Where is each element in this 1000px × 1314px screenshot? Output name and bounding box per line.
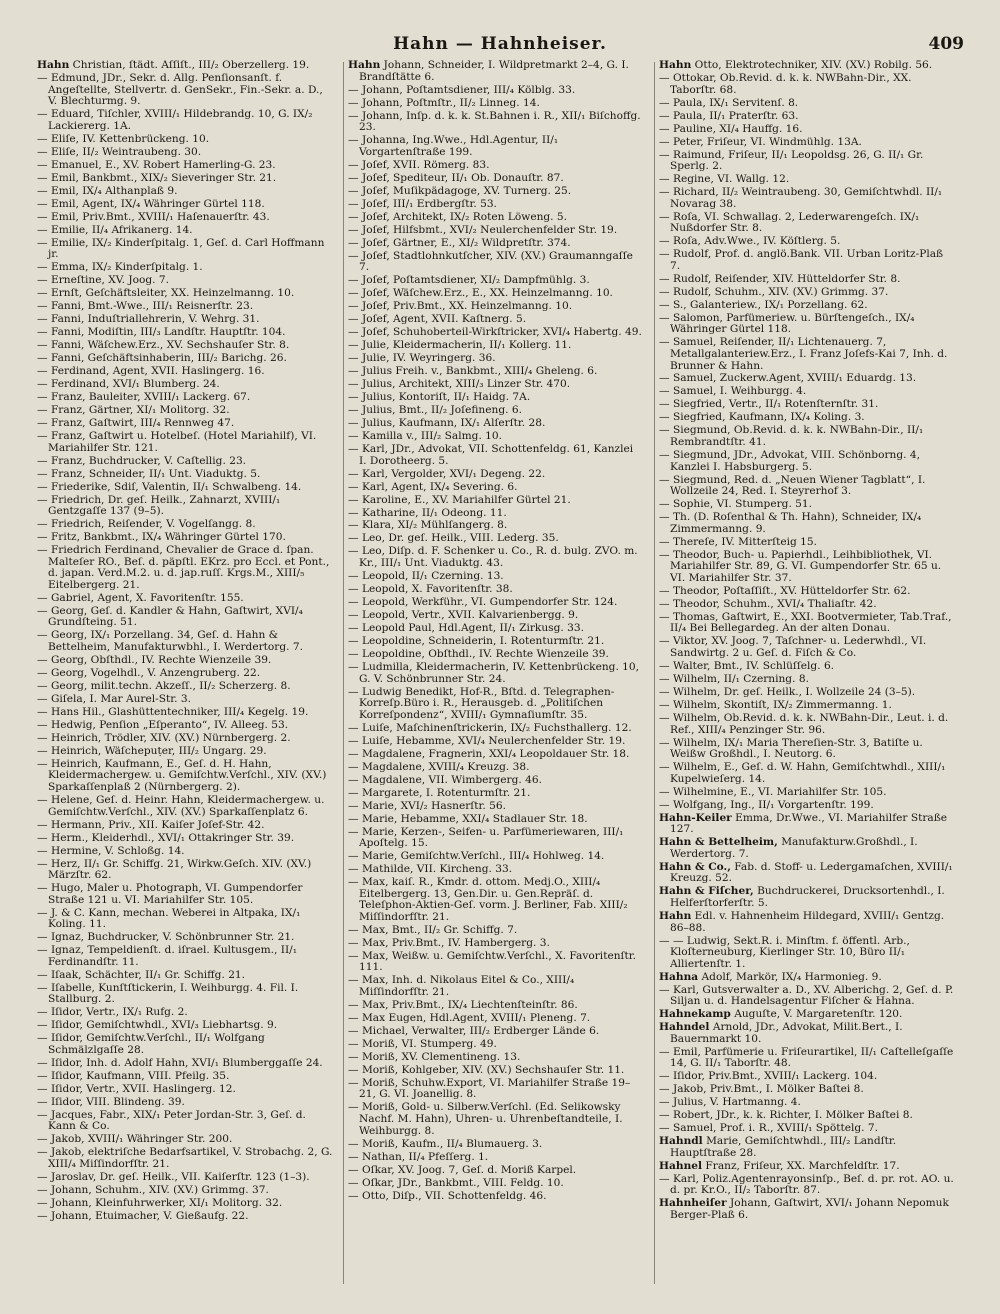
column-divider bbox=[343, 62, 344, 1284]
directory-entry: — Max, Inh. d. Nikolaus Eitel & Co., XIII/₄ Miſſindorfſtr. 21. bbox=[348, 974, 575, 998]
directory-entry: — Jaroslav, Dr. geſ. Heilk., VII. Kaiſerſtr. 123 (1–3). bbox=[37, 1171, 310, 1184]
directory-entry: — Luiſe, Maſchinenſtrickerin, IX/₂ Fuchsthallerg. 12. bbox=[348, 721, 632, 734]
directory-entry: — Leopold, Vertr., XVII. Kalvarienbergg. 9. bbox=[348, 608, 579, 621]
directory-entry: — Karl, Gutsverwalter a. D., XV. Alberichg. 2, Geſ. d. P. Siljan u. d. Handelsagentur Fiſcher & Hahna. bbox=[659, 983, 954, 1008]
directory-entry: — Jakob, elektriſche Bedarfsartikel, V. Strobachg. 2, G. XIII/₄ Miſſindorfſtr. 21. bbox=[37, 1146, 333, 1171]
directory-entry: — Joſef, Priv.Bmt., XX. Heinzelmanng. 10. bbox=[348, 300, 573, 313]
directory-entry: — Jakob, XVIII/₁ Währinger Str. 200. bbox=[37, 1133, 233, 1146]
directory-entry: — Herm., Kleiderhdl., XVI/₁ Ottakringer Str. 39. bbox=[37, 831, 295, 844]
directory-entry: — Siegfried, Vertr., II/₁ Rotenſternſtr. 31. bbox=[659, 398, 879, 411]
directory-entry: — Raimund, Friſeur, II/₁ Leopoldsg. 26, G. II/₁ Gr. Sperlg. 2. bbox=[659, 148, 924, 173]
directory-entry: — Wilhelm, Dr. geſ. Heilk., I. Wollzeile 24 (3–5). bbox=[659, 685, 916, 698]
directory-entry: — Hans Hil., Glashüttentechniker, III/₄ Kegelg. 19. bbox=[37, 705, 309, 718]
page-number: 409 bbox=[928, 34, 964, 54]
directory-entry: — Paula, IX/₁ Servitenſ. 8. bbox=[659, 96, 799, 109]
directory-entry: — Johann, Kleinfuhrwerker, XI/₁ Molitorg. 32. bbox=[37, 1197, 283, 1209]
directory-entry: — Max, Priv.Bmt., IV. Hambergerg. 3. bbox=[348, 936, 550, 949]
directory-entry: — — Ludwig, Sekt.R. i. Minſtm. f. öffentl. Arb., Kloſterneuburg, Kierlinger Str. 10, Büro II/₁ Alliertenſtr. 1. bbox=[659, 934, 910, 970]
directory-entry: — Johann, Etuimacher, V. Gießaufg. 22. bbox=[37, 1209, 249, 1222]
directory-entry: — Iſidor, Priv.Bmt., XVIII/₁ Lackerg. 104. bbox=[659, 1070, 878, 1083]
directory-entry: — Siegfried, Kaufmann, IX/₄ Koling. 3. bbox=[659, 411, 865, 424]
directory-entry: Hahn & Co., Fab. d. Stoff- u. Ledergamaſchen, XVIII/₁ Kreuzg. 52. bbox=[659, 860, 953, 885]
directory-entry: — Iſidor, Kaufmann, VIII. Pfeilg. 35. bbox=[37, 1069, 230, 1082]
directory-entry: — Rudolf, Prof. d. anglö.Bank. VII. Urban Loritz-Plaß 7. bbox=[659, 248, 944, 272]
directory-entry: Hahn Christian, ſtädt. Aſſiſt., III/₂ Oberzellerg. 19. bbox=[37, 59, 310, 71]
directory-entry: — Th. (D. Roſenthal & Th. Hahn), Schneider, IX/₄ Zimmermanng. 9. bbox=[659, 511, 922, 535]
directory-entry: — Johann, Poſtmſtr., II/₂ Linneg. 14. bbox=[348, 96, 540, 109]
directory-entry: Hahn & Fiſcher, Buchdruckerei, Drucksortenhdl., I. Helferſtorferſtr. 5. bbox=[659, 885, 945, 909]
directory-entry: — Moriß, Gold- u. Silberw.Verſchl. (Ed. Selikowsky Nachf. M. Hahn), Uhren- u. Uhrenbeſtandteile, I. Weihburgg. 8. bbox=[348, 1101, 623, 1137]
directory-entry: — Gabriel, Agent, X. Favoritenſtr. 155. bbox=[37, 591, 244, 604]
directory-entry: Hahn-Keiler Emma, Dr.Wwe., VI. Mariahilfer Straße 127. bbox=[659, 811, 948, 836]
directory-entry: — Franz, Gaſtwirt u. Hotelbeſ. (Hotel Mariahilf), VI. Mariahilfer Str. 121. bbox=[37, 429, 317, 454]
directory-entry: — Emilie, IX/₂ Kinderſpitalg. 1, Geſ. d. Carl Hoffmann jr. bbox=[37, 236, 325, 261]
directory-entry: — Joſef, III/₁ Erdbergſtr. 53. bbox=[348, 197, 497, 210]
directory-entry: — Ernſt, Geſchäftsleiter, XX. Heinzelmanng. 10. bbox=[37, 287, 295, 300]
directory-entry: — Ludwig Benedikt, Hof-R., Bſtd. d. Telegraphen-Korreſp.Büro i. R., Herausgeb. d. „Politiſchen Korreſpondenz“, XVIII/₁ Gymnaſiumſtr. 35. bbox=[348, 685, 615, 721]
directory-entry: — Georg, IX/₁ Porzellang. 34, Geſ. d. Hahn & Bettelheim, Manufakturwbhl., I. Werdertorg. 7. bbox=[37, 629, 303, 653]
directory-entry: — Moriß, Kaufm., II/₄ Blumauerg. 3. bbox=[348, 1137, 543, 1150]
directory-entry: — Heinrich, Wäſchepuṭer, III/₂ Ungarg. 29. bbox=[37, 744, 267, 757]
directory-entry: Hahn Otto, Elektrotechniker, XIV. (XV.) Robilg. 56. bbox=[659, 59, 933, 71]
directory-entry: — Ludmilla, Kleidermacherin, IV. Kettenbrückeng. 10, G. V. Schönbrunner Str. 24. bbox=[348, 660, 640, 685]
directory-entry: — Jakob, Priv.Bmt., I. Mölker Baſtei 8. bbox=[659, 1083, 864, 1096]
directory-entry: — Fritz, Bankbmt., IX/₄ Währinger Gürtel 170. bbox=[37, 531, 286, 544]
directory-entry: — Samuel, I. Weihburgg. 4. bbox=[659, 385, 807, 398]
directory-entry: — Regine, VI. Wallg. 12. bbox=[659, 173, 790, 186]
directory-entry: — Julius, V. Hartmanng. 4. bbox=[659, 1096, 801, 1109]
column-divider bbox=[654, 62, 655, 1284]
directory-entry: — Moriß, Kohlgeber, XIV. (XV.) Sechshauſer Str. 11. bbox=[348, 1063, 625, 1076]
directory-entry: — Emil, Agent, IX/₄ Währinger Gürtel 118. bbox=[37, 197, 265, 210]
directory-entry: — Emil, IX/₄ Althanplaß 9. bbox=[37, 184, 178, 197]
directory-entry: Hahnel Franz, Friſeur, XX. Marchfeldſtr. 17. bbox=[659, 1159, 900, 1172]
directory-entry: — J. & C. Kann, mechan. Weberei in Altpaka, IX/₁ Koling. 11. bbox=[37, 906, 301, 931]
directory-entry: Hahn Johann, Schneider, I. Wildpretmarkt 2–4, G. I. Brandſtätte 6. bbox=[348, 59, 629, 83]
directory-entry: — Magdalene, Fragnerin, XXI/₄ Leopoldauer Str. 18. bbox=[348, 747, 630, 760]
directory-entry: — Eliſe, IV. Kettenbrückeng. 10. bbox=[37, 132, 210, 145]
directory-entry: — Iſidor, Inh. d. Adolf Hahn, XVI/₁ Blumberggaſſe 24. bbox=[37, 1056, 323, 1069]
directory-entry: — Joſef, XVII. Römerg. 83. bbox=[348, 158, 490, 171]
directory-entry: — Leo, Dr. geſ. Heilk., VIII. Lederg. 35. bbox=[348, 532, 559, 545]
directory-entry: — Ignaz, Tempeldienſt. d. iſrael. Kultusgem., II/₁ Ferdinandſtr. 11. bbox=[37, 944, 297, 968]
directory-entry: — Wilhelmine, E., VI. Mariahilfer Str. 105. bbox=[659, 785, 887, 798]
directory-entry: — Max, kaiſ. R., Kmdr. d. ottom. Medj.O., XIII/₄ Eitelbergerg. 13, Gen.Dir. u. Gen.Repräſ. d. Teleſphon-Aktien-Geſ. vorm. J. Berliner, Fab. XIII/₂ Miſſindorfſtr. 21. bbox=[348, 876, 628, 923]
directory-entry: — Helene, Geſ. d. Heinr. Hahn, Kleidermachergew. u. Gemiſchtw.Verſchl., XIV. (XV.) Sparkaſſenplatz 6. bbox=[37, 794, 325, 818]
directory-entry: — Salomon, Parfümeriew. u. Bürſtengeſch., IX/₄ Währinger Gürtel 118. bbox=[659, 311, 915, 336]
directory-entry: — Georg, Geſ. d. Kandler & Hahn, Gaſtwirt, XVI/₄ Grundſteing. 51. bbox=[37, 604, 303, 629]
directory-entry: — Leopoldine, Schneiderin, I. Rotenturmſtr. 21. bbox=[348, 634, 605, 647]
directory-entry: — Joſef, Spediteur, II/₁ Ob. Donauſtr. 87. bbox=[348, 171, 564, 184]
directory-entry: — Magdalene, XVIII/₄ Kreuzg. 38. bbox=[348, 760, 530, 773]
directory-entry: — Hedwig, Penſion „Eſperanto“, IV. Alleeg. 53. bbox=[37, 718, 289, 731]
directory-entry: — Max, Bmt., II/₂ Gr. Schiffg. 7. bbox=[348, 923, 518, 936]
directory-entry: — Luiſe, Hebamme, XVI/₄ Neulerchenfelder Str. 19. bbox=[348, 734, 626, 747]
directory-entry: — Moriß, XV. Clementineng. 13. bbox=[348, 1050, 521, 1063]
directory-entry: — Marie, Hebamme, XXI/₄ Stadlauer Str. 18. bbox=[348, 812, 588, 825]
directory-entry: — Siegmund, Red. d. „Neuen Wiener Tagblatt“, I. Wollzeile 24, Red. I. Steyrerhof 3. bbox=[659, 473, 926, 498]
column-middle bbox=[348, 60, 644, 1204]
directory-entry: — Thomas, Gaſtwirt, E., XXI. Bootvermieter, Tab.Traf., II/₄ Bei Bellegardeg. An der alten Donau. bbox=[659, 610, 952, 635]
directory-entry: — Samuel, Prof. i. R., XVIII/₁ Spöttelg. 7. bbox=[659, 1122, 878, 1135]
directory-entry: — Leopold, Werkführ., VI. Gumpendorfer Str. 124. bbox=[348, 596, 618, 608]
directory-entry: — Jacques, Fabr., XIX/₁ Peter Jordan-Str. 3, Geſ. d. Kann & Co. bbox=[37, 1108, 306, 1133]
directory-entry: — Marie, Kerzen-, Seifen- u. Parfümeriewaren, III/₁ Apoſtelg. 15. bbox=[348, 825, 624, 850]
directory-entry: — Iſidor, Vertr., XVII. Haslingerg. 12. bbox=[37, 1082, 236, 1095]
directory-entry: — Leopold, X. Favoritenſtr. 38. bbox=[348, 583, 513, 596]
directory-entry: — Emil, Parfümerie u. Friſeurartikel, II/₁ Caſtelleſgaſſe 14, G. II/₁ Taborſtr. 48. bbox=[659, 1045, 954, 1070]
directory-entry: — Hermine, V. Schloßg. 14. bbox=[37, 844, 185, 857]
directory-entry: — Joſef, Muſikpädagoge, XV. Turnerg. 25. bbox=[348, 184, 572, 197]
directory-entry: — Peter, Friſeur, VI. Windmühlg. 13A. bbox=[659, 135, 862, 148]
directory-entry: — Julie, IV. Weyringerg. 36. bbox=[348, 352, 496, 365]
directory-entry: — Emil, Bankbmt., XIX/₂ Sieveringer Str. 21. bbox=[37, 171, 277, 184]
directory-entry: — Theodor, Schuhm., XVI/₄ Thaliaſtr. 42. bbox=[659, 597, 877, 610]
directory-entry: — Fanni, Geſchäftsinhaberin, III/₂ Barichg. 26. bbox=[37, 352, 287, 365]
directory-entry: — Leopoldine, Obſthdl., IV. Rechte Wienzeile 39. bbox=[348, 647, 609, 660]
directory-entry: — Leo, Diſp. d. F. Schenker u. Co., R. d. bulg. ZVO. m. Kr., III/₁ Unt. Viaduktg. 43. bbox=[348, 545, 638, 570]
directory-entry: — Karl, Poliz.Agentenrayonsinſp., Beſ. d. pr. rot. AO. u. d. pr. Kr.O., II/₂ Taborſtr. 87. bbox=[659, 1172, 954, 1197]
directory-entry: — Wilhelm, IX/₁ Maria Thereſien-Str. 3, Batiſte u. Weißw Großhdl., I. Neutorg. 6. bbox=[659, 736, 923, 761]
directory-entry: — Julius Freih. v., Bankbmt., XIII/₄ Gheleng. 6. bbox=[348, 365, 598, 378]
directory-entry: — Iſidor, Vertr., IX/₁ Rufg. 2. bbox=[37, 1006, 188, 1019]
directory-entry: — Erneſtine, XV. Joog. 7. bbox=[37, 274, 169, 287]
directory-entry: — S., Galanteriew., IX/₁ Porzellang. 62. bbox=[659, 298, 868, 311]
directory-entry: — Karl, Vergolder, XVI/₁ Degeng. 22. bbox=[348, 467, 546, 480]
directory-entry: — Wolfgang, Ing., II/₁ Vorgartenſtr. 199. bbox=[659, 798, 874, 811]
directory-entry: — Emilie, II/₄ Afrikanerg. 14. bbox=[37, 223, 193, 236]
directory-entry: — Franz, Gärtner, XI/₁ Molitorg. 32. bbox=[37, 404, 230, 417]
directory-entry: — Hermann, Priv., XII. Kaiſer Joſef-Str. 42. bbox=[37, 818, 265, 831]
directory-entry: — Fanni, Induſtriallehrerin, V. Wehrg. 31. bbox=[37, 313, 260, 326]
directory-entry: — Theodor, Poſtaſſiſt., XV. Hütteldorfer Str. 62. bbox=[659, 584, 911, 597]
directory-entry: Hahndel Arnold, JDr., Advokat, Milit.Bert., I. Bauernmarkt 10. bbox=[659, 1021, 903, 1045]
directory-entry: Hahndl Marie, Gemiſchtwhdl., III/₂ Landſtr. Hauptſtraße 28. bbox=[659, 1135, 897, 1159]
directory-entry: — Leopold, II/₁ Czerning. 13. bbox=[348, 570, 504, 583]
directory-entry: — Iſaak, Schächter, II/₁ Gr. Schiffg. 21. bbox=[37, 968, 246, 981]
directory-entry: — Karoline, E., XV. Mariahilfer Gürtel 21. bbox=[348, 493, 571, 506]
directory-entry: — Iſidor, Gemiſchtw.Verſchl., II/₁ Wolfgang Schmälzlgaſſe 28. bbox=[37, 1032, 265, 1056]
directory-entry: — Wilhelm, Ob.Revid. d. k. k. NWBahn-Dir., Leut. i. d. Ref., XIII/₄ Penzinger Str. 96. bbox=[659, 711, 949, 736]
directory-entry: — Otto, Diſp., VII. Schottenfeldg. 46. bbox=[348, 1189, 547, 1202]
directory-entry: — Hugo, Maler u. Photograph, VI. Gumpendorfer Straße 121 u. VI. Mariahilfer Str. 105. bbox=[37, 882, 303, 906]
directory-entry: — Friedrich Ferdinand, Chevalier de Grace d. ſpan. Malteſer RO., Beſ. d. päpſtl. EKrz. pro Eccl. et Pont., d. japan. Verd.M.2. u. d. jap.ruſſ. Krgs.M., XIII/₅ Eitelbergerg. 21. bbox=[37, 544, 330, 591]
directory-entry: — Johann, Poſtamtsdiener, III/₄ Kölblg. 33. bbox=[348, 83, 576, 96]
directory-entry: — Fanni, Bmt.-Wwe., III/₁ Reisnerſtr. 23. bbox=[37, 300, 254, 313]
directory-entry: — Johann, Schuhm., XIV. (XV.) Grimmg. 37. bbox=[37, 1184, 269, 1197]
directory-entry: — Joſef, Poſtamtsdiener, XI/₂ Dampfmühlg. 3. bbox=[348, 274, 590, 287]
directory-entry: — Joſef, Gärtner, E., XI/₂ Wildpretſtr. 374. bbox=[348, 236, 571, 249]
directory-entry: — Iſabelle, Kunſtſtickerin, I. Weihburgg. 4. Fil. I. Stallburg. 2. bbox=[37, 981, 299, 1006]
directory-entry: — Eliſe, II/₂ Weintraubeng. 30. bbox=[37, 145, 202, 158]
directory-entry: — Pauline, XI/₄ Hauffg. 16. bbox=[659, 122, 803, 135]
directory-entry: — Fanni, Wäſchew.Erz., XV. Sechshauſer Str. 8. bbox=[37, 339, 290, 352]
directory-entry: — Georg, milit.techn. Akzeſſ., II/₂ Scherzerg. 8. bbox=[37, 679, 291, 692]
directory-entry: — Franz, Gaſtwirt, III/₄ Rennweg 47. bbox=[37, 417, 235, 429]
directory-entry: — Walter, Bmt., IV. Schlüſſelg. 6. bbox=[659, 660, 835, 672]
directory-entry: — Julius, Kaufmann, IX/₁ Alſerſtr. 28. bbox=[348, 417, 546, 429]
directory-entry: — Joſef, Wäſchew.Erz., E., XX. Heinzelmanng. 10. bbox=[348, 287, 613, 300]
directory-entry: — Fanni, Modiſtin, III/₃ Landſtr. Hauptſtr. 104. bbox=[37, 326, 286, 339]
directory-entry: — Siegmund, Ob.Revid. d. k. k. NWBahn-Dir., II/₁ Rembrandtſtr. 41. bbox=[659, 424, 924, 449]
directory-entry: — Ferdinand, XVI/₁ Blumberg. 24. bbox=[37, 378, 220, 391]
directory-entry: — Wilhelm, E., Geſ. d. W. Hahn, Gemiſchtwhdl., XIII/₁ Kupelwieſerg. 14. bbox=[659, 761, 946, 785]
directory-entry: — Julie, Kleidermacherin, II/₁ Kollerg. 11. bbox=[348, 339, 572, 352]
directory-entry: — Georg, Vogelhdl., V. Anzengruberg. 22. bbox=[37, 666, 261, 679]
directory-entry: — Joſef, Stadtlohnkutſcher, XIV. (XV.) Graumanngaſſe 7. bbox=[348, 249, 633, 274]
directory-entry: — Johanna, Ing.Wwe., Hdl.Agentur, II/₁ Vorgartenſtraße 199. bbox=[348, 134, 559, 158]
directory-entry: Hahnekamp Auguſte, V. Margaretenſtr. 120. bbox=[659, 1008, 903, 1021]
directory-entry: — Emma, IX/₂ Kinderſpitalg. 1. bbox=[37, 261, 203, 274]
directory-entry: — Richard, II/₂ Weintraubeng. 30, Gemiſchtwhdl. II/₁ Novarag 38. bbox=[659, 186, 943, 210]
directory-entry: — Rudolf, Schuhm., XIV. (XV.) Grimmg. 37. bbox=[659, 285, 889, 298]
directory-entry: — Julius, Bmt., II/₂ Joſefineng. 6. bbox=[348, 404, 522, 417]
directory-entry: — Max Eugen, Hdl.Agent, XVIII/₁ Pleneng. 7. bbox=[348, 1011, 591, 1024]
column-left bbox=[37, 60, 333, 1224]
directory-entry: — Wilhelm, II/₁ Czerning. 8. bbox=[659, 672, 809, 685]
directory-entry: — Rudolf, Reiſender, XIV. Hütteldorfer Str. 8. bbox=[659, 272, 901, 285]
directory-entry: — Johann, Inſp. d. k. k. St.Bahnen i. R., XII/₁ Biſchoffg. 23. bbox=[348, 109, 641, 134]
directory-entry: — Max, Weißw. u. Gemiſchtw.Verſchl., X. Favoritenſtr. 111. bbox=[348, 949, 636, 974]
directory-entry: — Julius, Architekt, XIII/₃ Linzer Str. 470. bbox=[348, 378, 571, 391]
directory-entry: — Samuel, Zuckerw.Agent, XVIII/₁ Eduardg. 13. bbox=[659, 372, 917, 385]
directory-entry: — Magdalene, VII. Wimbergerg. 46. bbox=[348, 773, 542, 786]
column-right bbox=[659, 60, 955, 1223]
directory-entry: Hahna Adolf, Markör, IX/₄ Harmonieg. 9. bbox=[659, 970, 882, 983]
directory-entry: Hahn & Bettelheim, Manufakturw.Großhdl., I. Werdertorg. 7. bbox=[659, 836, 918, 860]
directory-entry: — Joſef, Agent, XVII. Kaſtnerg. 5. bbox=[348, 313, 527, 326]
directory-entry: — Iſidor, VIII. Blindeng. 39. bbox=[37, 1095, 185, 1108]
directory-entry: — Sophie, VI. Stumperg. 51. bbox=[659, 498, 813, 511]
directory-entry: — Kamilla v., III/₂ Salmg. 10. bbox=[348, 429, 503, 442]
directory-entry: — Ottokar, Ob.Revid. d. k. k. NWBahn-Dir., XX. Taborſtr. 68. bbox=[659, 71, 912, 96]
directory-entry: Hahnheiſer Johann, Gaſtwirt, XVI/₁ Johann Nepomuk Berger-Plaß 6. bbox=[659, 1197, 949, 1222]
directory-entry: — Friederike, Sdiſ, Valentin, II/₁ Schwalbeng. 14. bbox=[37, 480, 302, 493]
directory-entry: — Robert, JDr., k. k. Richter, I. Mölker Baſtei 8. bbox=[659, 1109, 913, 1122]
directory-entry: — Thereſe, IV. Mitterſteig 15. bbox=[659, 535, 818, 548]
directory-entry: — Marie, XVI/₂ Hasnerſtr. 56. bbox=[348, 799, 506, 812]
directory-entry: — Edmund, JDr., Sekr. d. Allg. Penſionsanſt. f. Angeſtellte, Stellvertr. d. GenSekr., Fin.-Sekr. a. D., V. Blechturmg. 9. bbox=[37, 71, 323, 108]
directory-entry: — Giſela, I. Mar Aurel-Str. 3. bbox=[37, 692, 191, 705]
directory-entry: — Eduard, Tiſchler, XVIII/₁ Hildebrandg. 10, G. IX/₂ Lackiererg. 1A. bbox=[37, 108, 313, 132]
directory-entry: — Oſkar, JDr., Bankbmt., VIII. Feldg. 10. bbox=[348, 1176, 564, 1189]
page-header-title: Hahn — Hahnheiser. bbox=[393, 34, 607, 54]
directory-entry: — Roſa, Adv.Wwe., IV. Köſtlerg. 5. bbox=[659, 235, 841, 248]
directory-entry: — Karl, Agent, IX/₄ Severing. 6. bbox=[348, 480, 518, 493]
directory-entry: — Margarete, I. Rotenturmſtr. 21. bbox=[348, 786, 531, 799]
directory-entry: — Nathan, II/₄ Pfeſſerg. 1. bbox=[348, 1150, 489, 1163]
directory-entry: — Klara, XI/₂ Mühlſangerg. 8. bbox=[348, 519, 508, 532]
directory-entry: — Wilhelm, Skontiſt, IX/₂ Zimmermanng. 1. bbox=[659, 698, 892, 711]
directory-entry: — Siegmund, JDr., Advokat, VIII. Schönborng. 4, Kanzlei I. Habsburgerg. 5. bbox=[659, 449, 920, 473]
directory-entry: — Marie, Gemiſchtw.Verſchl., III/₄ Hohlweg. 14. bbox=[348, 850, 605, 863]
directory-entry: — Franz, Buchdrucker, V. Caſtellig. 23. bbox=[37, 454, 247, 467]
directory-entry: — Herz, II/₁ Gr. Schiffg. 21, Wirkw.Geſch. XIV. (XV.) Märzſtr. 62. bbox=[37, 857, 312, 882]
directory-entry: — Theodor, Buch- u. Papierhdl., Leihbibliothek, VI. Mariahilfer Str. 89, G. VI. Gumpendorfer Str. 65 u. VI. Mariahilfer Str. 37. bbox=[659, 548, 942, 584]
directory-entry: — Moriß, VI. Stumperg. 49. bbox=[348, 1037, 497, 1050]
directory-entry: — Joſef, Hilfsbmt., XVI/₂ Neulerchenfelder Str. 19. bbox=[348, 223, 618, 236]
directory-entry: — Mathilde, VII. Kircheng. 33. bbox=[348, 863, 513, 876]
directory-entry: — Paula, II/₁ Praterſtr. 63. bbox=[659, 109, 799, 122]
directory-entry: — Heinrich, Trödler, XIV. (XV.) Nürnbergerg. 2. bbox=[37, 731, 291, 744]
directory-entry: — Heinrich, Kaufmann, E., Geſ. d. H. Hahn, Kleidermachergew. u. Gemiſchtw.Verſchl., XIV. (XV.) Sparkaſſenplaß 2 (Nürnbergerg. 2). bbox=[37, 757, 327, 794]
directory-entry: — Karl, JDr., Advokat, VII. Schottenfeldg. 61, Kanzlei I. Dorotheerg. 5. bbox=[348, 442, 634, 467]
directory-entry: — Friedrich, Reiſender, V. Vogelſangg. 8. bbox=[37, 518, 256, 531]
directory-entry: — Ignaz, Buchdrucker, V. Schönbrunner Str. 21. bbox=[37, 931, 295, 944]
directory-entry: — Michael, Verwalter, III/₂ Erdberger Lände 6. bbox=[348, 1024, 600, 1037]
directory-entry: — Ferdinand, Agent, XVII. Haslingerg. 16. bbox=[37, 365, 265, 378]
directory-entry: — Friedrich, Dr. geſ. Heilk., Zahnarzt, XVIII/₁ Gentzgaſſe 137 (9–5). bbox=[37, 493, 281, 518]
directory-entry: — Roſa, VI. Schwallag. 2, Lederwarengeſch. IX/₁ Nußdorfer Str. 8. bbox=[659, 210, 920, 235]
directory-entry: — Franz, Schneider, II/₁ Unt. Viaduktg. 5. bbox=[37, 467, 261, 480]
directory-entry: — Moriß, Schuhw.Export, VI. Mariahilfer Straße 19–21, G. VI. Joanellig. 8. bbox=[348, 1076, 631, 1101]
directory-entry: — Iſidor, Gemiſchtwhdl., XVI/₃ Liebhartsg. 9. bbox=[37, 1019, 278, 1032]
directory-entry: — Franz, Bauleiter, XVIII/₁ Lackerg. 67. bbox=[37, 391, 251, 404]
directory-entry: — Joſef, Architekt, IX/₂ Roten Löweng. 5. bbox=[348, 210, 568, 223]
directory-entry: — Emil, Priv.Bmt., XVIII/₁ Haſenauerſtr. 43. bbox=[37, 210, 270, 223]
directory-entry: Hahn Edl. v. Hahnenheim Hildegard, XVIII/₁ Gentzg. 86–88. bbox=[659, 909, 945, 934]
directory-entry: — Viktor, XV. Joog. 7, Taſchner- u. Lederwhdl., VI. Sandwirtg. 2 u. Geſ. d. Fiſch & Co. bbox=[659, 635, 927, 660]
directory-entry: — Emanuel, E., XV. Robert Hamerling-G. 23. bbox=[37, 158, 276, 171]
directory-entry: — Leopold Paul, Hdl.Agent, II/₁ Zirkusg. 33. bbox=[348, 621, 584, 634]
directory-entry: — Georg, Obſthdl., IV. Rechte Wienzeile 39. bbox=[37, 653, 272, 666]
directory-entry: — Katharine, II/₁ Odeong. 11. bbox=[348, 506, 507, 519]
directory-entry: — Julius, Kontoriſt, II/₁ Haidg. 7A. bbox=[348, 391, 531, 404]
directory-entry: — Max, Priv.Bmt., IX/₄ Liechtenſteinſtr. 86. bbox=[348, 998, 578, 1011]
directory-entry: — Oſkar, XV. Joog. 7, Geſ. d. Moriß Karpel. bbox=[348, 1163, 577, 1176]
directory-entry: — Joſef, Schuhoberteil-Wirkſtricker, XVI/₄ Habertg. 49. bbox=[348, 326, 642, 339]
directory-entry: — Samuel, Reiſender, II/₁ Lichtenauerg. 7, Metallgalanteriew.Erz., I. Franz Joſefs-Kai 7, Inh. d. Brunner & Hahn. bbox=[659, 336, 948, 372]
